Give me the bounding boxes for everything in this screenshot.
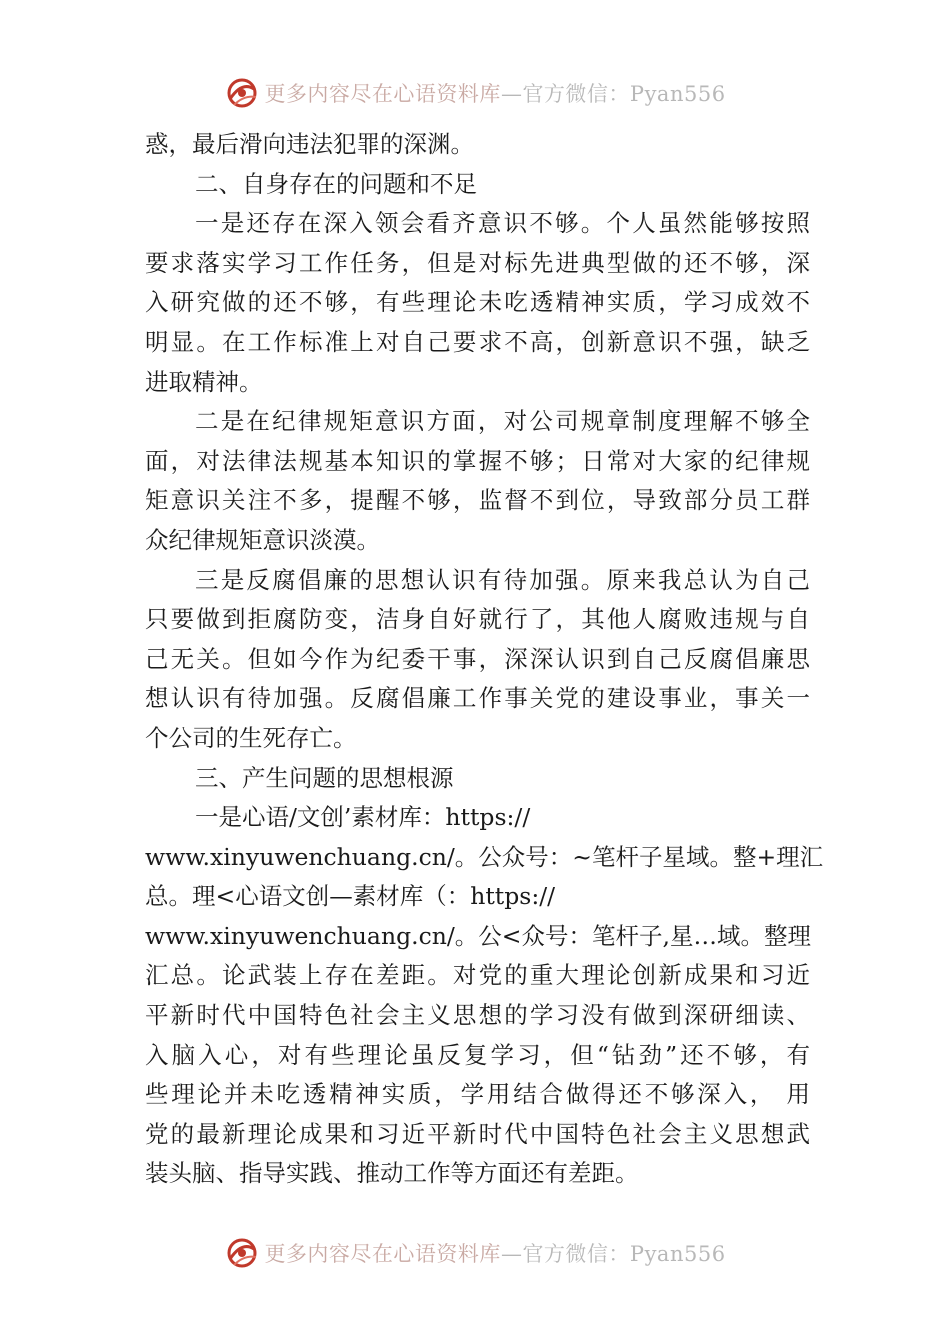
footer-banner [0, 1233, 950, 1273]
text-line: 要求落实学习工作任务，但是对标先进典型做的还不够，深 [145, 248, 810, 277]
text-line: 明显。在工作标准上对自己要求不高，创新意识不强，缺乏 [145, 327, 810, 356]
text-line: www.xinyuwenchuang.cn/。公众号：~笔杆子星域。整+理汇 [145, 842, 824, 871]
text-line: 汇总。论武装上存在差距。对党的重大理论创新成果和习近 [145, 961, 810, 990]
text-line: 众纪律规矩意识淡漠。 [145, 525, 380, 554]
section-heading: 二、自身存在的问题和不足 [195, 169, 477, 198]
header-banner [0, 73, 950, 113]
banner-separator: — [500, 1242, 523, 1266]
text-line: 些理论并未吃透精神实质，学用结合做得还不够深入， 用 [145, 1080, 810, 1109]
swirl-logo-icon [224, 1235, 260, 1271]
text-line: 平新时代中国特色社会主义思想的学习没有做到深研细读、 [145, 1001, 810, 1030]
document-body [145, 125, 824, 1194]
section-heading: 三、产生问题的思想根源 [195, 763, 454, 792]
text-line: 装头脑、指导实践、推动工作等方面还有差距。 [145, 1159, 639, 1188]
text-line: 惑，最后滑向违法犯罪的深渊。 [145, 130, 474, 158]
text-line: 三是反腐倡廉的思想认识有待加强。原来我总认为自己 [195, 565, 810, 594]
text-line: 入脑入心，对有些理论虽反复学习，但“钻劲”还不够，有 [145, 1040, 810, 1069]
text-line: 个公司的生死存亡。 [145, 723, 357, 752]
text-line: 二是在纪律规矩意识方面，对公司规章制度理解不够全 [195, 407, 810, 436]
text-line: 矩意识关注不多，提醒不够，监督不到位，导致部分员工群 [145, 486, 810, 515]
text-line: 入研究做的还不够，有些理论未吃透精神实质，学习成效不 [145, 288, 810, 317]
banner-separator: — [500, 82, 523, 106]
text-line: 己无关。但如今作为纪委干事，深深认识到自己反腐倡廉思 [145, 644, 810, 673]
banner-main-text: 更多内容尽在心语资料库 [264, 82, 501, 106]
text-line: 总。理<心语文创—素材库（：https:// [145, 882, 556, 911]
text-line: 只要做到拒腐防变，洁身自好就行了，其他人腐败违规与自 [145, 605, 810, 634]
banner-wechat-text: 官方微信：Pyan556 [522, 82, 726, 106]
banner-main-text: 更多内容尽在心语资料库 [264, 1242, 501, 1266]
text-line: 党的最新理论成果和习近平新时代中国特色社会主义思想武 [145, 1119, 810, 1148]
text-line: 一是心语/文创’素材库：https:// [195, 803, 531, 832]
banner-text [264, 78, 725, 108]
text-line: 进取精神。 [145, 367, 263, 396]
text-line: 一是还存在深入领会看齐意识不够。个人虽然能够按照 [195, 209, 810, 238]
swirl-logo-icon [224, 75, 260, 111]
banner-text [264, 1238, 725, 1268]
banner-wechat-text: 官方微信：Pyan556 [522, 1242, 726, 1266]
text-line: 面，对法律法规基本知识的掌握不够；日常对大家的纪律规 [145, 446, 810, 475]
text-line: www.xinyuwenchuang.cn/。公<众号：笔杆子,星…域。整理 [145, 921, 811, 950]
text-line: 想认识有待加强。反腐倡廉工作事关党的建设事业，事关一 [145, 684, 810, 713]
